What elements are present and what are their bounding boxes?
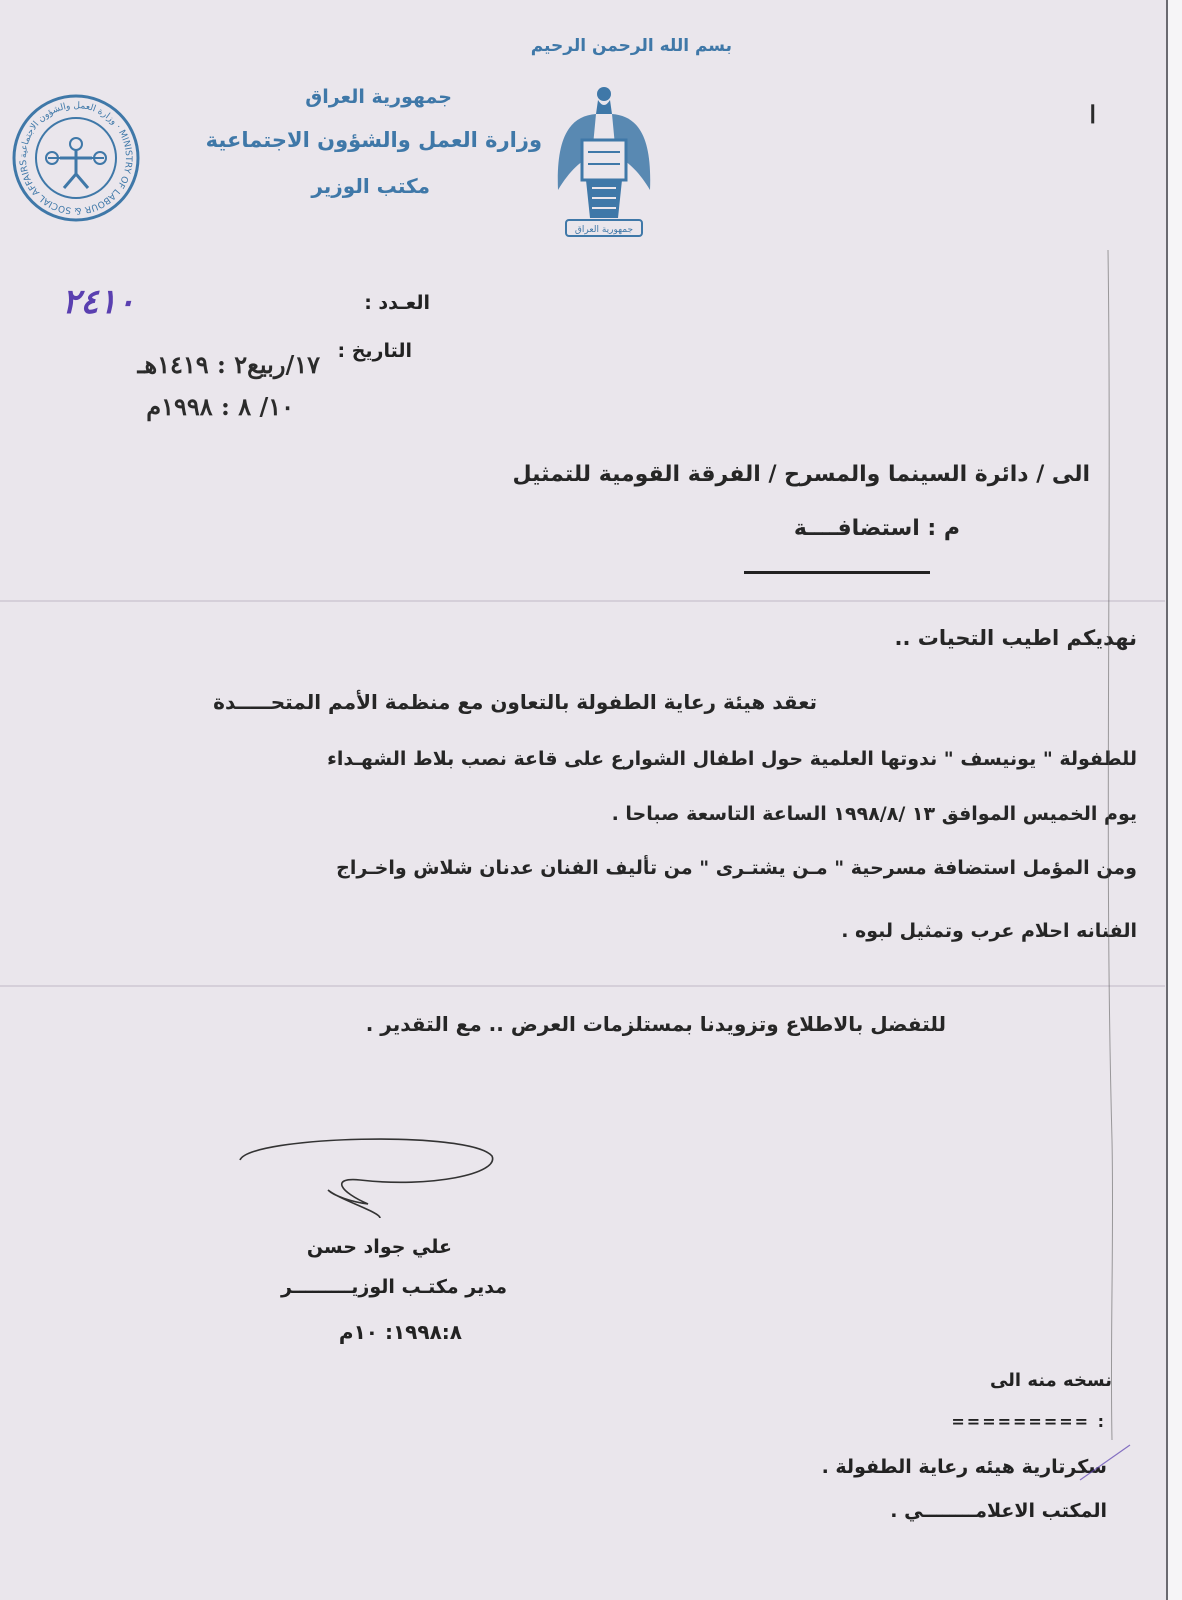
reference-date-label: التاريخ : (337, 340, 412, 362)
reference-date-gregorian: ١٠/ ٨ : ١٩٩٨م (146, 392, 294, 421)
body-line: يوم الخميس الموافق ١٣ /١٩٩٨/٨ الساعة التاسعة صباحا . (611, 803, 1137, 825)
paper-edge (1166, 0, 1182, 1600)
letterhead-ministry: وزارة العمل والشؤون الاجتماعية (205, 128, 542, 152)
copies-separator: : ========= (951, 1412, 1106, 1431)
body-line: تعقد هيئة رعاية الطفولة بالتعاون مع منظمة الأمم المتحـــــدة (213, 690, 817, 714)
reference-number-label: العـدد : (364, 292, 430, 314)
subject-underline (744, 571, 930, 574)
paper-crease (0, 600, 1165, 602)
page-mark: ا (1089, 100, 1096, 129)
margin-pen-marks (1060, 240, 1150, 1500)
reference-date-hijri: ١٧/ربيع٢ : ١٤١٩هـ (137, 350, 320, 379)
body-line: الفنانه احلام عرب وتمثيل لبوه . (841, 920, 1137, 942)
body-line: ومن المؤمل استضافة مسرحية " مـن يشتـرى " من تأليف الفنان عدنان شلاش واخـراج (336, 857, 1137, 879)
signatory-title: مدير مكتـب الوزيـــــــــر (281, 1276, 507, 1298)
recipient-line: الى / دائرة السينما والمسرح / الفرقة القومية للتمثيل (512, 462, 1090, 487)
copy-recipient: المكتب الاعلامــــــــي . (890, 1500, 1107, 1522)
ministry-seal-icon (10, 92, 142, 224)
svg-text:وزارة العمل والشؤون الاجتماعية: وزارة العمل والشؤون الاجتماعية · MINISTRY OF LABOUR & SOCIAL AFFAIRS (18, 100, 134, 216)
basmala: بسم الله الرحمن الرحيم (530, 36, 732, 56)
eagle-emblem-icon (548, 80, 660, 245)
signature-scribble (230, 1130, 500, 1220)
subject-line: م : استضافــــة (793, 516, 960, 541)
svg-text:جمهورية العراق: جمهورية العراق (574, 225, 634, 235)
greeting-line: نهديكم اطيب التحيات .. (894, 626, 1137, 650)
body-line: للطفولة " يونيسف " ندوتها العلمية حول اطفال الشوارع على قاعة نصب بلاط الشهـداء (327, 748, 1137, 770)
signatory-name: علي جواد حسن (306, 1236, 452, 1258)
signature-date: ١٩٩٨:٨: ١٠م (338, 1320, 462, 1344)
paper-crease (0, 985, 1165, 987)
copy-recipient: سكرتارية هيئه رعاية الطفولة . (821, 1456, 1107, 1478)
copies-label: نسخه منه الى (989, 1370, 1112, 1391)
letterhead-office: مكتب الوزير (311, 174, 430, 198)
letterhead-republic: جمهورية العراق (305, 86, 452, 108)
reference-number-value: ٢٤١٠ (62, 282, 136, 322)
closing-line: للتفضل بالاطلاع وتزويدنا بمستلزمات العرض .. مع التقدير . (365, 1012, 946, 1036)
